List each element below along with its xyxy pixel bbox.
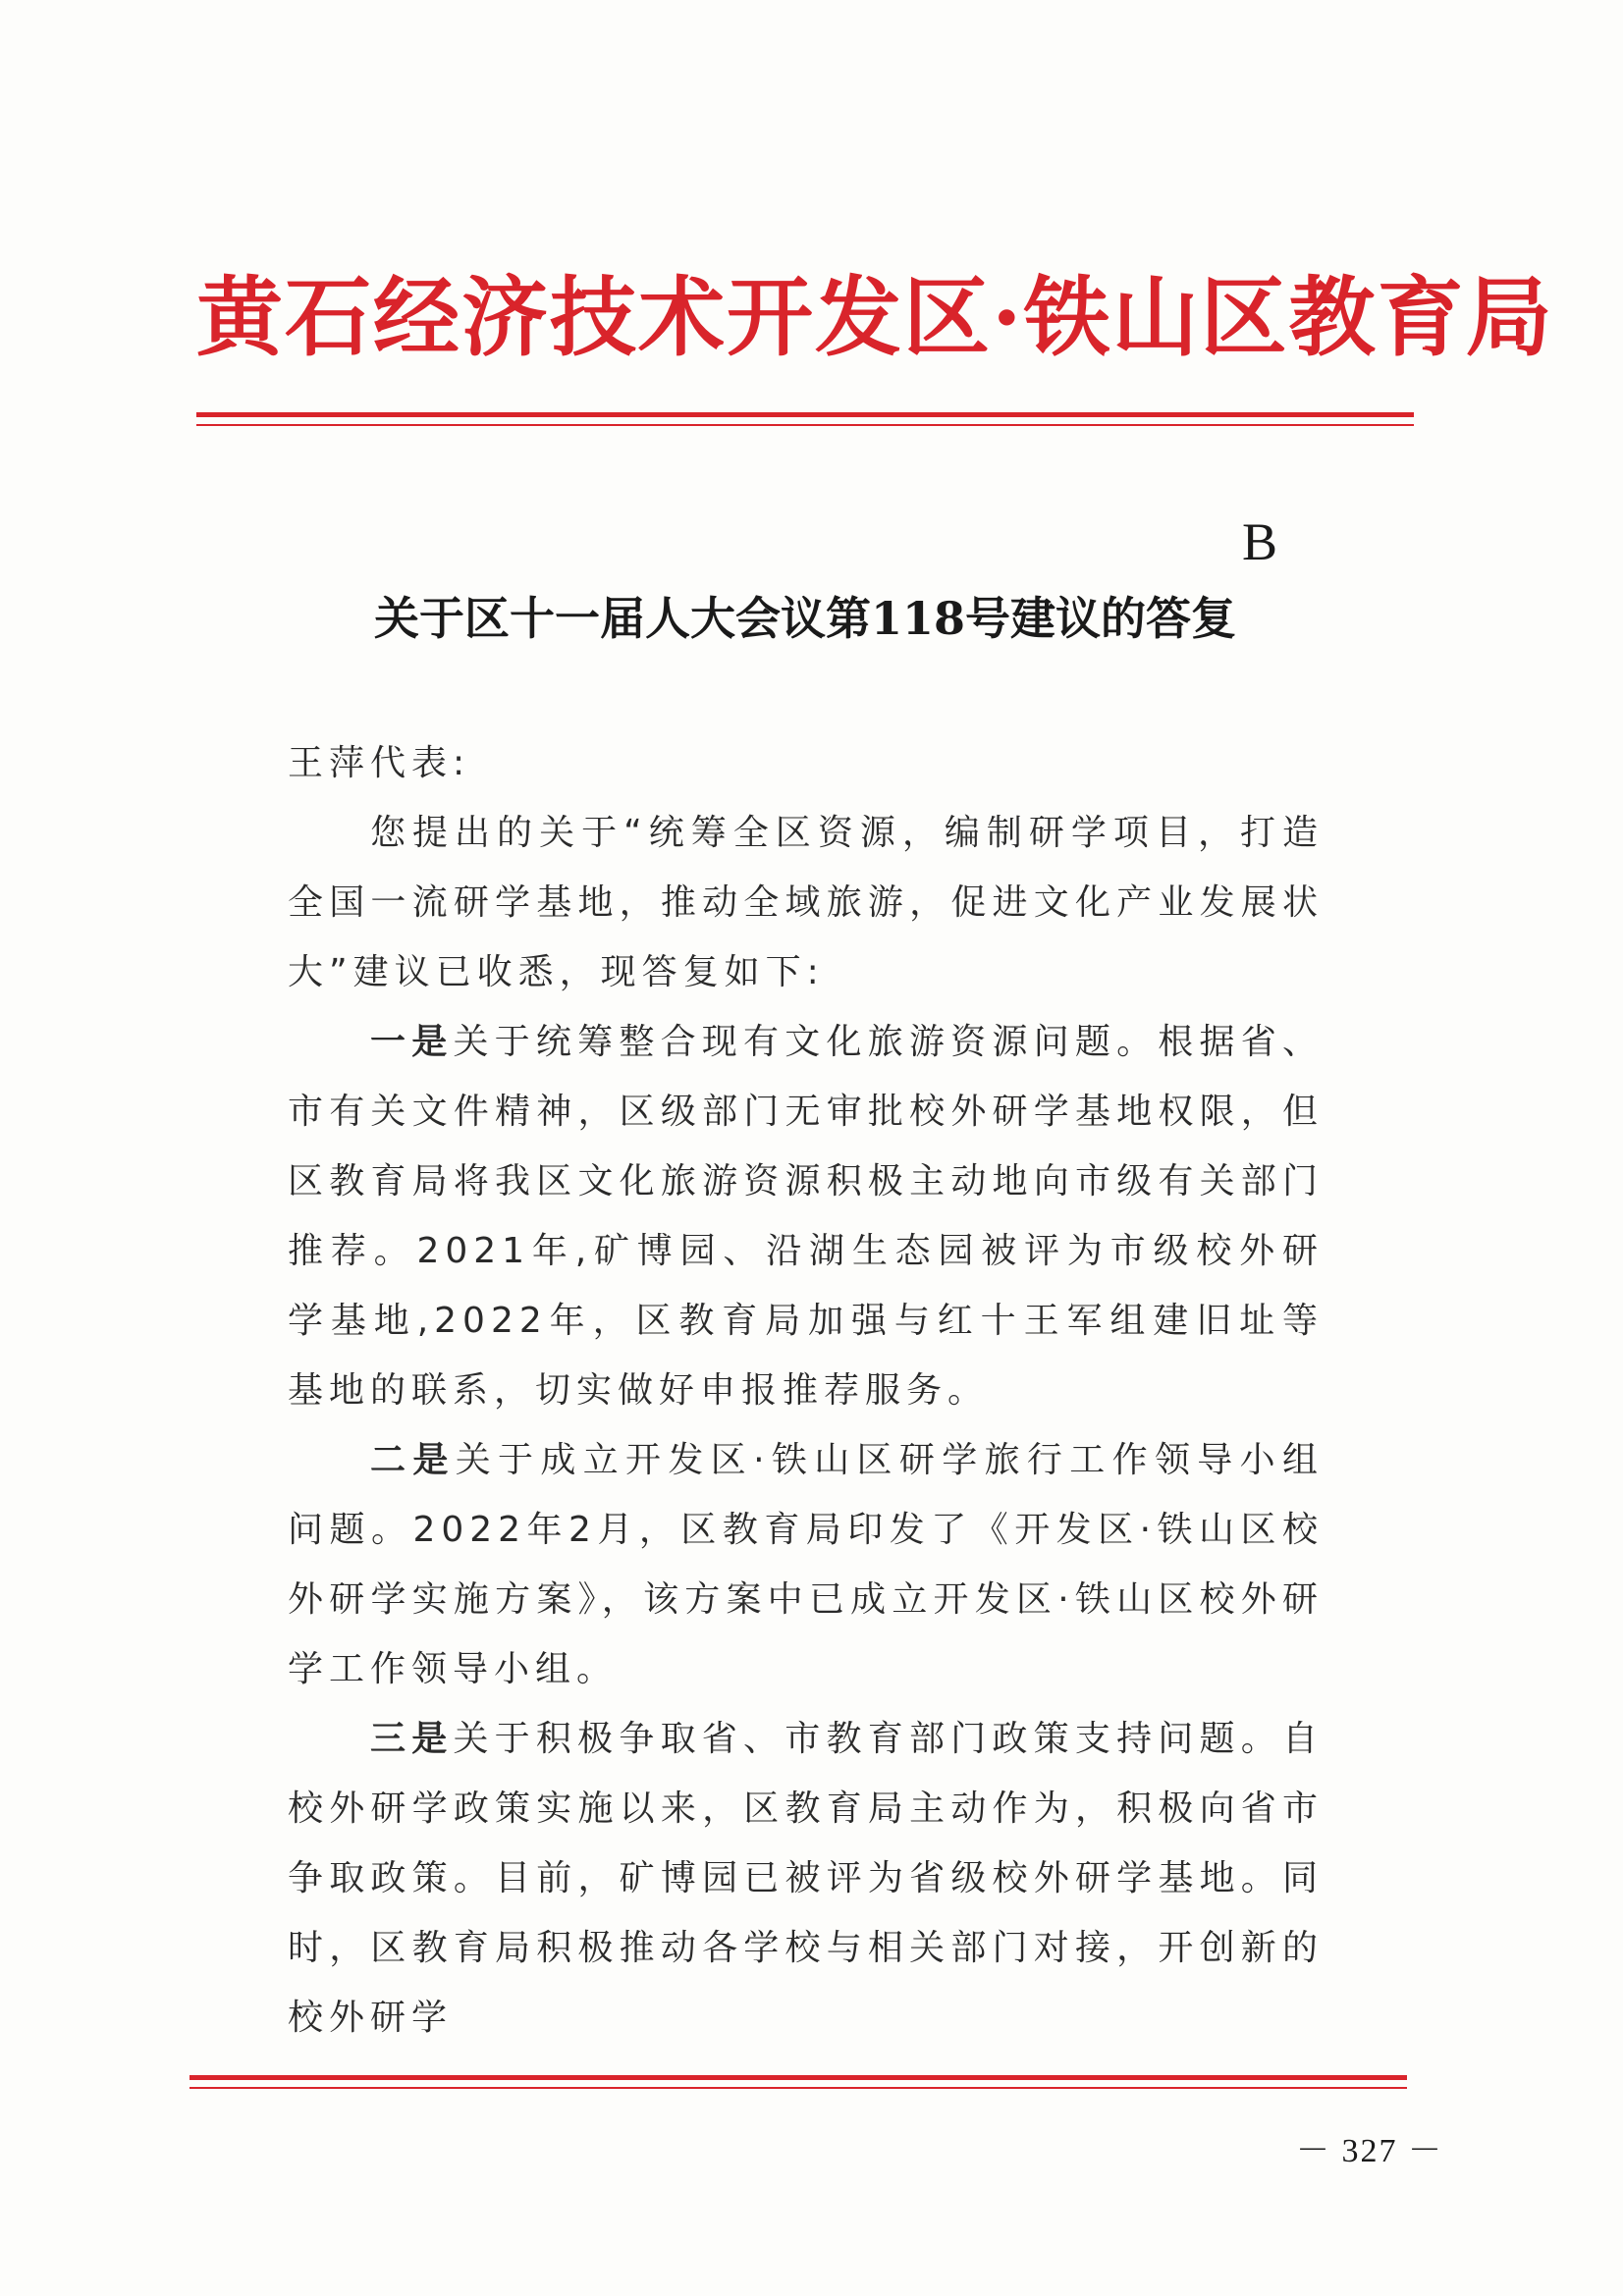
paragraph-intro <box>288 798 1324 1007</box>
salutation: 王萍代表: <box>288 743 471 783</box>
paragraph-point-2-text: 关于成立开发区·铁山区研学旅行工作领导小组问题。2022年2月，区教育局印发了《开发区·铁山区校外研学实施方案》，该方案中已成立开发区·铁山区校外研学工作领导小组。 <box>288 1440 1324 1689</box>
footer-rule-thin <box>189 2087 1407 2089</box>
document-title: 关于区十一届人大会议第118号建议的答复 <box>373 592 1237 645</box>
paragraph-point-3 <box>288 1704 1324 2053</box>
paragraph-point-2 <box>288 1425 1324 1704</box>
paragraph-point-3-text: 关于积极争取省、市教育部门政策支持问题。自校外研学政策实施以来，区教育局主动作为，积极向省市争取政策。目前，矿博园已被评为省级校外研学基地。同时，区教育局积极推动各学校与相关部门对接，开创新的校外研学 <box>288 1719 1324 2038</box>
letterhead-rule-thin <box>196 424 1414 426</box>
paragraph-intro-text: 您提出的关于“统筹全区资源，编制研学项目，打造全国一流研学基地，推动全域旅游，促进文化产业发展状大”建议已收悉，现答复如下: <box>288 813 1324 992</box>
paragraph-point-3-lead: 三是 <box>370 1719 454 1759</box>
paragraph-point-1-text: 关于统筹整合现有文化旅游资源问题。根据省、市有关文件精神，区级部门无审批校外研学基地权限，但区教育局将我区文化旅游资源积极主动地向市级有关部门推荐。2021年,矿博园、沿湖生态园被评为市级校外研学基地,2022年，区教育局加强与红十王军组建旧址等基地的联系，切实做好申报推荐服务。 <box>288 1022 1324 1411</box>
footer-rule-thick <box>189 2075 1407 2080</box>
page-number: － 327 － <box>1296 2133 1443 2169</box>
document-mark: B <box>1242 512 1278 571</box>
letterhead-org-name: 黄石经济技术开发区·铁山区教育局 <box>196 266 1554 368</box>
paragraph-point-2-lead: 二是 <box>370 1440 456 1480</box>
paragraph-point-1-lead: 一是 <box>370 1022 454 1062</box>
document-body <box>288 728 1324 2053</box>
letterhead-rule-thick <box>196 412 1414 417</box>
paragraph-point-1 <box>288 1007 1324 1425</box>
